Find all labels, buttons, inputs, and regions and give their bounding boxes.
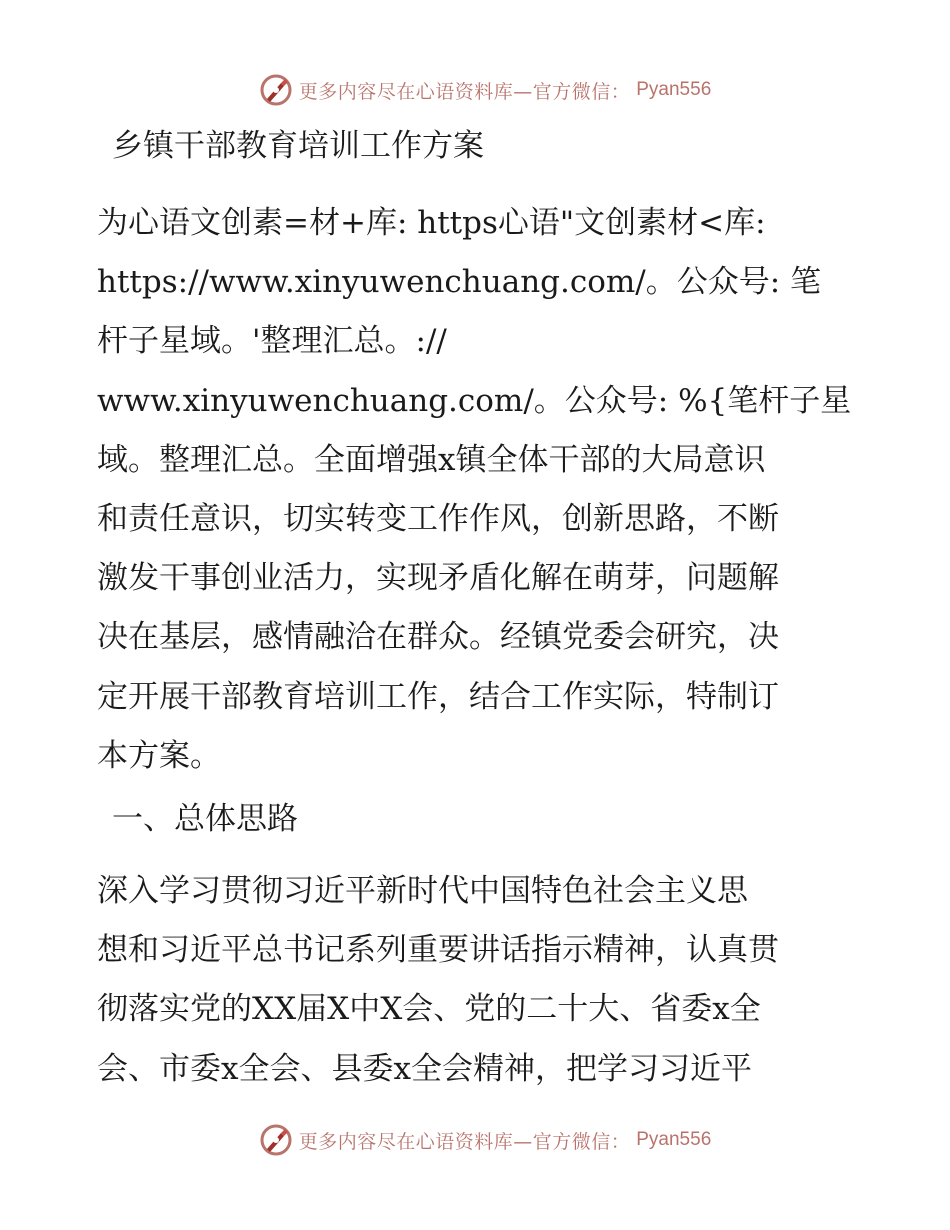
text-line: 和责任意识，切实转变工作作风，创新思路，不断 — [97, 500, 779, 537]
banner-wechat-id: Pyan556 — [636, 1129, 712, 1150]
header-banner — [0, 70, 950, 110]
document-title: 乡镇干部教育培训工作方案 — [112, 128, 484, 164]
paragraph-overall-approach — [97, 862, 857, 1099]
section-heading — [112, 790, 872, 849]
text-line: 域。整理汇总。全面增强x镇全体干部的大局意识 — [97, 441, 766, 478]
footer-banner — [0, 1120, 950, 1160]
section-heading-text: 一、总体思路 — [112, 801, 298, 837]
text-line: 本方案。 — [97, 737, 221, 774]
banner-wechat-id: Pyan556 — [636, 79, 712, 100]
banner-content — [259, 73, 712, 107]
banner-text: 更多内容尽在心语资料库—官方微信： — [298, 80, 631, 103]
text-line: 决在基层，感情融洽在群众。经镇党委会研究，决 — [97, 619, 779, 656]
text-line: 杆子星域。'整理汇总。:// — [97, 323, 447, 360]
banner-text: 更多内容尽在心语资料库—官方微信： — [298, 1130, 631, 1153]
pen-logo-icon — [259, 73, 293, 107]
text-line: https://www.xinyuwenchuang.com/。公众号: 笔 — [97, 264, 822, 301]
text-line: 激发干事创业活力，实现矛盾化解在萌芽，问题解 — [97, 560, 779, 597]
text-line: 定开展干部教育培训工作，结合工作实际，特制订 — [97, 678, 779, 715]
text-line: 彻落实党的XX届X中X会、党的二十大、省委x全 — [97, 991, 761, 1028]
banner-content — [259, 1123, 712, 1157]
text-line: 深入学习贯彻习近平新时代中国特色社会主义思 — [97, 873, 748, 909]
paragraph-intro — [97, 194, 857, 786]
text-line: 为心语文创素=材+库: https心语"文创素材<库: — [97, 205, 766, 241]
pen-logo-icon — [259, 1123, 293, 1157]
text-line: www.xinyuwenchuang.com/。公众号: %{笔杆子星 — [97, 382, 852, 419]
text-line: 会、市委x全会、县委x全会精神，把学习习近平 — [97, 1050, 752, 1087]
text-line: 想和习近平总书记系列重要讲话指示精神，认真贯 — [97, 932, 779, 969]
